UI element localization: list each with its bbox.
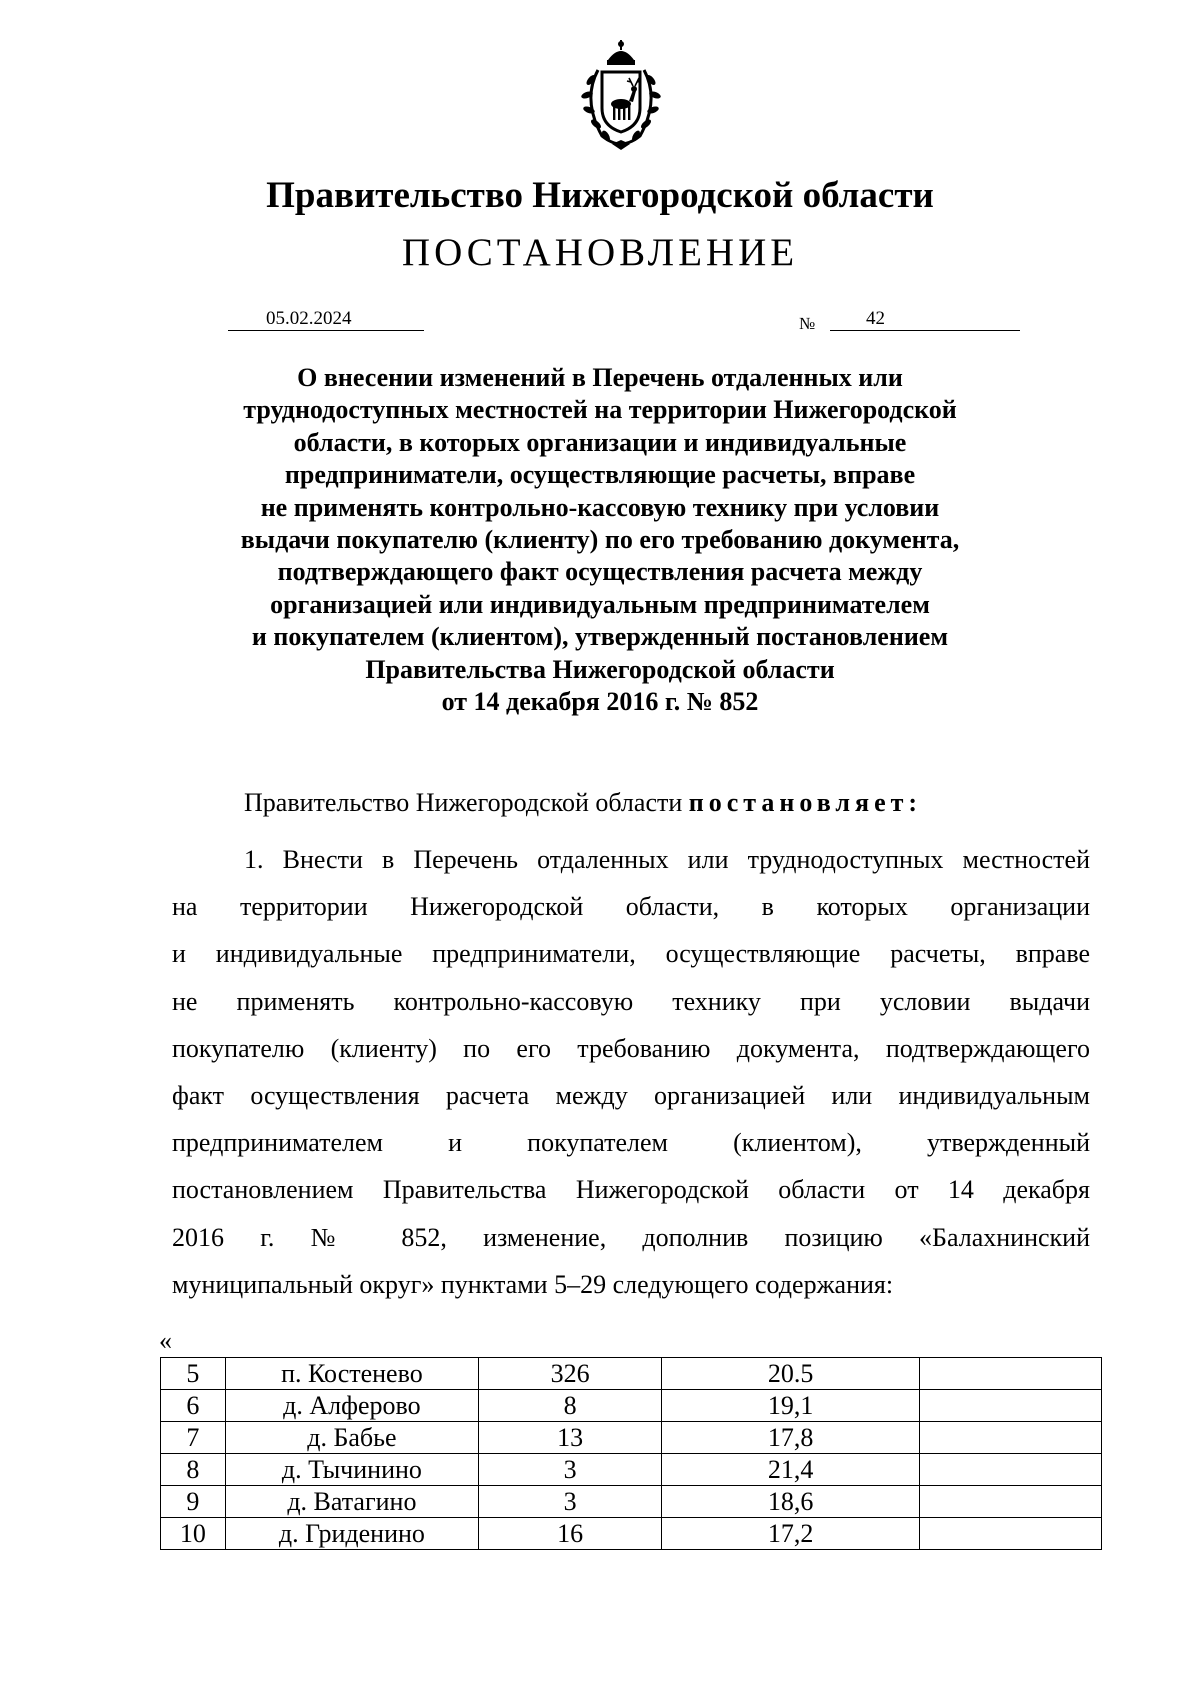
table-row — [161, 1422, 1102, 1454]
population-cell: 3 — [479, 1486, 662, 1518]
settlement-name: д. Ватагино — [225, 1486, 478, 1518]
number-field — [830, 308, 1020, 331]
settlement-name: д. Бабье — [225, 1422, 478, 1454]
title-line: и покупателем (клиентом), утвержденный постановлением — [251, 622, 949, 652]
distance-cell: 19,1 — [662, 1390, 920, 1422]
paragraph-line: на территории Нижегородской области, в которых организации — [172, 892, 1090, 922]
title-line: от 14 декабря 2016 г. № 852 — [441, 687, 759, 717]
paragraph-line: и индивидуальные предприниматели, осуществляющие расчеты, вправе — [172, 939, 1090, 969]
distance-cell: 20.5 — [662, 1358, 920, 1390]
paragraph-line: 1. Внести в Перечень отдаленных или труднодоступных местностей — [244, 845, 1090, 874]
table-row — [161, 1486, 1102, 1518]
table-row — [161, 1518, 1102, 1550]
note-cell — [920, 1422, 1102, 1454]
population-cell: 13 — [479, 1422, 662, 1454]
note-cell — [920, 1486, 1102, 1518]
coat-of-arms-icon — [572, 40, 670, 152]
row-number: 8 — [161, 1454, 226, 1486]
organization-name: Правительство Нижегородской области — [266, 175, 934, 216]
decree-verb: постановляет: — [688, 788, 923, 817]
title-line: О внесении изменений в Перечень отдаленных или — [297, 363, 903, 392]
population-cell: 16 — [479, 1518, 662, 1550]
paragraph-line: 2016 г. № 852, изменение, дополнив позицию «Балахнинский — [172, 1222, 1090, 1252]
paragraph-1 — [172, 836, 1090, 1308]
settlement-name: д. Тычинино — [225, 1454, 478, 1486]
note-cell — [920, 1454, 1102, 1486]
title-line: области, в которых организации и индивидуальные — [293, 427, 907, 457]
distance-cell: 17,8 — [662, 1422, 920, 1454]
paragraph-line: покупателю (клиенту) по его требованию документа, подтверждающего — [172, 1033, 1090, 1063]
table-row — [161, 1390, 1102, 1422]
number-label: № — [799, 314, 816, 333]
title-line: не применять контрольно-кассовую технику при условии — [260, 492, 940, 522]
title-line: труднодоступных местностей на территории Нижегородской — [243, 395, 957, 425]
table-row — [161, 1358, 1102, 1390]
note-cell — [920, 1358, 1102, 1390]
note-cell — [920, 1390, 1102, 1422]
title-line: подтверждающего факт осуществления расчета между — [277, 557, 923, 587]
distance-cell: 18,6 — [662, 1486, 920, 1518]
row-number: 6 — [161, 1390, 226, 1422]
table-row — [161, 1454, 1102, 1486]
decree-intro: Правительство Нижегородской области — [244, 788, 683, 817]
paragraph-line: факт осуществления расчета между организацией или индивидуальным — [172, 1081, 1090, 1111]
distance-cell: 17,2 — [662, 1518, 920, 1550]
row-number: 7 — [161, 1422, 226, 1454]
settlement-name: д. Гриденино — [225, 1518, 478, 1550]
paragraph-line: постановлением Правительства Нижегородской области от 14 декабря — [172, 1175, 1090, 1205]
date-field — [228, 308, 424, 331]
decree-statement — [244, 786, 922, 820]
title-line: Правительства Нижегородской области — [365, 654, 835, 684]
row-number: 10 — [161, 1518, 226, 1550]
distance-cell: 21,4 — [662, 1454, 920, 1486]
title-line: выдачи покупателю (клиенту) по его требованию документа, — [240, 525, 960, 555]
population-cell: 326 — [479, 1358, 662, 1390]
settlement-name: д. Алферово — [225, 1390, 478, 1422]
paragraph-line: не применять контрольно-кассовую технику при условии выдачи — [172, 986, 1090, 1016]
document-number: 42 — [866, 308, 885, 329]
row-number: 9 — [161, 1486, 226, 1518]
opening-quote: « — [159, 1326, 172, 1355]
title-line: организацией или индивидуальным предпринимателем — [270, 589, 930, 619]
settlement-name: п. Костенево — [225, 1358, 478, 1390]
population-cell: 3 — [479, 1454, 662, 1486]
note-cell — [920, 1518, 1102, 1550]
population-cell: 8 — [479, 1390, 662, 1422]
document-title — [200, 362, 1000, 718]
locations-table — [160, 1357, 1102, 1550]
paragraph-line: муниципальный округ» пунктами 5–29 следующего содержания: — [172, 1269, 894, 1299]
document-date: 05.02.2024 — [266, 308, 352, 329]
title-line: предприниматели, осуществляющие расчеты, вправе — [284, 460, 916, 490]
paragraph-line: предпринимателем и покупателем (клиентом), утвержденный — [172, 1128, 1090, 1158]
table-body — [161, 1358, 1102, 1550]
document-type: ПОСТАНОВЛЕНИЕ — [401, 231, 799, 274]
row-number: 5 — [161, 1358, 226, 1390]
